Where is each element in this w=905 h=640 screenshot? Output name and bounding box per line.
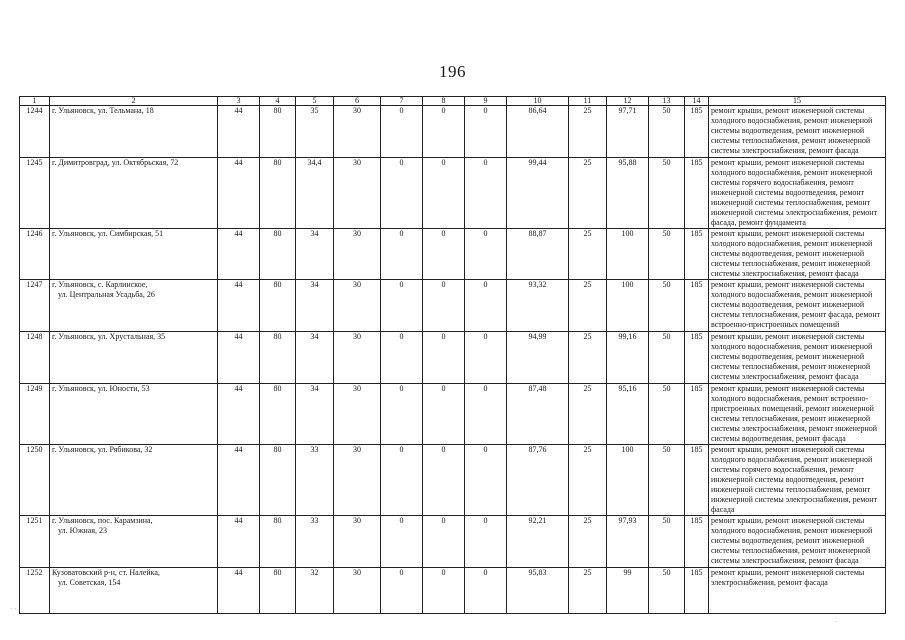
address-line: Кузоватовский р-н, ст. Налейка, bbox=[52, 568, 160, 577]
row-address bbox=[50, 516, 218, 568]
table-row bbox=[20, 568, 886, 614]
works-line: инженерной системы электроснабжения, ремонт bbox=[711, 495, 878, 504]
works-line: холодного водоснабжения, ремонт инженерной bbox=[711, 239, 873, 248]
cell-c10: 87,76 bbox=[507, 445, 569, 516]
cell-c13: 50 bbox=[649, 106, 685, 158]
column-header-9: 9 bbox=[465, 97, 507, 106]
cell-c6: 30 bbox=[334, 568, 381, 614]
cell-c6: 30 bbox=[334, 384, 381, 445]
cell-c13: 50 bbox=[649, 158, 685, 229]
works-line: системы теплоснабжения, ремонт инженерной bbox=[711, 259, 871, 268]
cell-c13: 50 bbox=[649, 516, 685, 568]
cell-c11: 25 bbox=[569, 229, 607, 280]
cell-c8: 0 bbox=[423, 106, 465, 158]
row-address bbox=[50, 280, 218, 332]
cell-c5: 34 bbox=[296, 229, 334, 280]
address-line: г. Ульяновск, ул. Тельмана, 18 bbox=[52, 106, 154, 115]
cell-c8: 0 bbox=[423, 158, 465, 229]
table-body bbox=[20, 106, 886, 614]
cell-c13: 50 bbox=[649, 332, 685, 384]
cell-c13: 50 bbox=[649, 229, 685, 280]
cell-c3: 44 bbox=[218, 280, 260, 332]
cell-c14: 185 bbox=[685, 229, 709, 280]
cell-c9: 0 bbox=[465, 568, 507, 614]
cell-c9: 0 bbox=[465, 516, 507, 568]
cell-c10: 95,83 bbox=[507, 568, 569, 614]
cell-c7: 0 bbox=[381, 445, 423, 516]
works-line: ремонт крыши, ремонт инженерной системы bbox=[711, 332, 865, 341]
cell-c14: 185 bbox=[685, 384, 709, 445]
works-line: системы электроснабжения, ремонт фасада bbox=[711, 556, 859, 565]
cell-c7: 0 bbox=[381, 568, 423, 614]
cell-c8: 0 bbox=[423, 332, 465, 384]
address-line: г. Ульяновск, пос. Карамзина, bbox=[52, 516, 153, 525]
column-header-6: 6 bbox=[334, 97, 381, 106]
row-id: 1245 bbox=[20, 158, 50, 229]
works-line: пристроенных помещений, ремонт инженерной bbox=[711, 404, 874, 413]
table-row bbox=[20, 158, 886, 229]
works-line: системы водоотведения, ремонт инженерной bbox=[711, 249, 865, 258]
cell-c10: 86,64 bbox=[507, 106, 569, 158]
works-line: холодного водоснабжения, ремонт инженерной bbox=[711, 116, 873, 125]
cell-c12: 99,16 bbox=[607, 332, 649, 384]
cell-c3: 44 bbox=[218, 158, 260, 229]
cell-c8: 0 bbox=[423, 568, 465, 614]
cell-c12: 100 bbox=[607, 280, 649, 332]
cell-c8: 0 bbox=[423, 516, 465, 568]
row-id: 1246 bbox=[20, 229, 50, 280]
cell-c12: 99 bbox=[607, 568, 649, 614]
works-line: системы электроснабжения, ремонт фасада bbox=[711, 146, 859, 155]
cell-c8: 0 bbox=[423, 280, 465, 332]
cell-c14: 185 bbox=[685, 280, 709, 332]
cell-c11: 25 bbox=[569, 332, 607, 384]
cell-c11: 25 bbox=[569, 158, 607, 229]
cell-c3: 44 bbox=[218, 568, 260, 614]
cell-c3: 44 bbox=[218, 229, 260, 280]
row-address bbox=[50, 568, 218, 614]
row-address bbox=[50, 158, 218, 229]
table-row bbox=[20, 516, 886, 568]
address-line: г. Ульяновск, ул. Рябикова, 32 bbox=[52, 445, 153, 454]
column-header-15: 15 bbox=[709, 97, 886, 106]
cell-c5: 33 bbox=[296, 445, 334, 516]
works-line: инженерной системы теплоснабжения, ремонт bbox=[711, 198, 871, 207]
cell-c13: 50 bbox=[649, 445, 685, 516]
cell-c14: 185 bbox=[685, 106, 709, 158]
cell-c12: 100 bbox=[607, 229, 649, 280]
cell-c5: 34 bbox=[296, 280, 334, 332]
works-line: фасада, ремонт фундамента bbox=[711, 218, 806, 227]
address-line: г. Ульяновск, ул. Хрустальная, 35 bbox=[52, 332, 166, 341]
cell-c4: 80 bbox=[260, 332, 296, 384]
cell-c11: 25 bbox=[569, 106, 607, 158]
works-line: системы электроснабжения, ремонт инженерной bbox=[711, 424, 878, 433]
works-line: системы теплоснабжения, ремонт инженерной bbox=[711, 414, 871, 423]
column-header-12: 12 bbox=[607, 97, 649, 106]
cell-c5: 33 bbox=[296, 516, 334, 568]
row-address bbox=[50, 229, 218, 280]
cell-c9: 0 bbox=[465, 158, 507, 229]
cell-c4: 80 bbox=[260, 516, 296, 568]
cell-c4: 80 bbox=[260, 445, 296, 516]
table-row bbox=[20, 280, 886, 332]
works-line: системы электроснабжения, ремонт фасада bbox=[711, 372, 859, 381]
cell-c12: 95,88 bbox=[607, 158, 649, 229]
row-works bbox=[709, 516, 886, 568]
cell-c7: 0 bbox=[381, 106, 423, 158]
cell-c4: 80 bbox=[260, 280, 296, 332]
cell-c6: 30 bbox=[334, 106, 381, 158]
cell-c13: 50 bbox=[649, 280, 685, 332]
table-row bbox=[20, 445, 886, 516]
address-line: г. Ульяновск, ул. Юности, 53 bbox=[52, 384, 150, 393]
address-line: г. Ульяновск, ул. Симбирская, 51 bbox=[52, 229, 164, 238]
cell-c5: 32 bbox=[296, 568, 334, 614]
table-row bbox=[20, 106, 886, 158]
works-line: холодного водоснабжения, ремонт встроенно- bbox=[711, 394, 869, 403]
cell-c5: 34 bbox=[296, 332, 334, 384]
cell-c8: 0 bbox=[423, 229, 465, 280]
cell-c6: 30 bbox=[334, 332, 381, 384]
cell-c9: 0 bbox=[465, 280, 507, 332]
works-line: ремонт крыши, ремонт инженерной системы bbox=[711, 516, 865, 525]
works-line: системы водоотведения, ремонт фасада bbox=[711, 434, 846, 443]
cell-c7: 0 bbox=[381, 158, 423, 229]
works-line: инженерной системы водоотведения, ремонт bbox=[711, 188, 865, 197]
table-row bbox=[20, 384, 886, 445]
cell-c6: 30 bbox=[334, 445, 381, 516]
cell-c10: 94,99 bbox=[507, 332, 569, 384]
cell-c8: 0 bbox=[423, 384, 465, 445]
cell-c11: 25 bbox=[569, 516, 607, 568]
cell-c6: 30 bbox=[334, 229, 381, 280]
address-line: ул. Центральная Усадьба, 26 bbox=[58, 290, 155, 299]
row-id: 1249 bbox=[20, 384, 50, 445]
cell-c6: 30 bbox=[334, 516, 381, 568]
cell-c9: 0 bbox=[465, 229, 507, 280]
scan-noise: · · bbox=[10, 605, 17, 613]
cell-c12: 97,71 bbox=[607, 106, 649, 158]
works-line: системы теплоснабжения, ремонт инженерной bbox=[711, 546, 871, 555]
cell-c14: 185 bbox=[685, 158, 709, 229]
works-line: ремонт крыши, ремонт инженерной системы bbox=[711, 445, 865, 454]
cell-c9: 0 bbox=[465, 384, 507, 445]
column-header-13: 13 bbox=[649, 97, 685, 106]
works-line: холодного водоснабжения, ремонт инженерной bbox=[711, 168, 873, 177]
table-row bbox=[20, 229, 886, 280]
works-line: холодного водоснабжения, ремонт инженерной bbox=[711, 290, 873, 299]
column-header-1: 1 bbox=[20, 97, 50, 106]
column-header-3: 3 bbox=[218, 97, 260, 106]
row-id: 1244 bbox=[20, 106, 50, 158]
cell-c5: 34 bbox=[296, 384, 334, 445]
cell-c11: 25 bbox=[569, 280, 607, 332]
works-line: ремонт крыши, ремонт инженерной системы bbox=[711, 106, 865, 115]
works-line: системы водоотведения, ремонт инженерной bbox=[711, 300, 865, 309]
cell-c7: 0 bbox=[381, 280, 423, 332]
works-line: холодного водоснабжения, ремонт инженерной bbox=[711, 342, 873, 351]
address-line: ул. Южная, 23 bbox=[58, 526, 107, 535]
cell-c9: 0 bbox=[465, 445, 507, 516]
address-line: г. Димитровград, ул. Октябрьская, 72 bbox=[52, 158, 179, 167]
works-line: системы горячего водоснабжения, ремонт bbox=[711, 178, 854, 187]
cell-c4: 80 bbox=[260, 384, 296, 445]
row-id: 1251 bbox=[20, 516, 50, 568]
cell-c7: 0 bbox=[381, 229, 423, 280]
column-header-11: 11 bbox=[569, 97, 607, 106]
cell-c5: 34,4 bbox=[296, 158, 334, 229]
cell-c3: 44 bbox=[218, 332, 260, 384]
column-header-10: 10 bbox=[507, 97, 569, 106]
row-works bbox=[709, 280, 886, 332]
cell-c10: 99,44 bbox=[507, 158, 569, 229]
works-line: системы водоотведения, ремонт инженерной bbox=[711, 536, 865, 545]
works-line: системы электроснабжения, ремонт фасада bbox=[711, 269, 859, 278]
works-line: электроснабжения, ремонт фасада bbox=[711, 578, 828, 587]
works-line: холодного водоснабжения, ремонт инженерной bbox=[711, 526, 873, 535]
cell-c12: 95,16 bbox=[607, 384, 649, 445]
cell-c12: 97,93 bbox=[607, 516, 649, 568]
column-number-row bbox=[20, 97, 886, 106]
works-line: системы горячего водоснабжения, ремонт bbox=[711, 465, 854, 474]
cell-c14: 185 bbox=[685, 445, 709, 516]
column-header-2: 2 bbox=[50, 97, 218, 106]
cell-c11: 25 bbox=[569, 445, 607, 516]
cell-c5: 35 bbox=[296, 106, 334, 158]
cell-c14: 185 bbox=[685, 568, 709, 614]
row-address bbox=[50, 384, 218, 445]
works-line: ремонт крыши, ремонт инженерной системы bbox=[711, 280, 865, 289]
cell-c7: 0 bbox=[381, 384, 423, 445]
row-works bbox=[709, 332, 886, 384]
works-line: фасада bbox=[711, 505, 735, 514]
column-header-8: 8 bbox=[423, 97, 465, 106]
row-address bbox=[50, 445, 218, 516]
column-header-4: 4 bbox=[260, 97, 296, 106]
row-works bbox=[709, 568, 886, 614]
cell-c11: 25 bbox=[569, 568, 607, 614]
works-line: системы водоотведения, ремонт инженерной bbox=[711, 352, 865, 361]
works-line: ремонт крыши, ремонт инженерной системы bbox=[711, 384, 865, 393]
row-id: 1252 bbox=[20, 568, 50, 614]
row-works bbox=[709, 106, 886, 158]
works-line: инженерной системы водоотведения, ремонт bbox=[711, 475, 865, 484]
cell-c9: 0 bbox=[465, 106, 507, 158]
column-header-5: 5 bbox=[296, 97, 334, 106]
cell-c6: 30 bbox=[334, 158, 381, 229]
works-line: ремонт крыши, ремонт инженерной системы bbox=[711, 158, 865, 167]
works-line: инженерной системы электроснабжения, ремонт bbox=[711, 208, 878, 217]
cell-c9: 0 bbox=[465, 332, 507, 384]
page-number: 196 bbox=[439, 62, 466, 81]
row-id: 1250 bbox=[20, 445, 50, 516]
table-row bbox=[20, 332, 886, 384]
cell-c3: 44 bbox=[218, 384, 260, 445]
works-line: ремонт крыши, ремонт инженерной системы bbox=[711, 568, 865, 577]
cell-c4: 80 bbox=[260, 106, 296, 158]
cell-c13: 50 bbox=[649, 568, 685, 614]
column-header-7: 7 bbox=[381, 97, 423, 106]
cell-c3: 44 bbox=[218, 445, 260, 516]
cell-c4: 80 bbox=[260, 568, 296, 614]
cell-c6: 30 bbox=[334, 280, 381, 332]
column-header-14: 14 bbox=[685, 97, 709, 106]
cell-c10: 87,48 bbox=[507, 384, 569, 445]
row-works bbox=[709, 229, 886, 280]
cell-c10: 92,21 bbox=[507, 516, 569, 568]
works-line: встроенно-пристроенных помещений bbox=[711, 320, 840, 329]
works-line: инженерной системы теплоснабжения, ремонт bbox=[711, 485, 871, 494]
address-line: г. Ульяновск, с. Карлинское, bbox=[52, 280, 148, 289]
cell-c11: 25 bbox=[569, 384, 607, 445]
address-line: ул. Советская, 154 bbox=[58, 578, 121, 587]
cell-c10: 88,87 bbox=[507, 229, 569, 280]
row-address bbox=[50, 332, 218, 384]
cell-c3: 44 bbox=[218, 106, 260, 158]
row-works bbox=[709, 158, 886, 229]
works-line: ремонт крыши, ремонт инженерной системы bbox=[711, 229, 865, 238]
works-line: системы теплоснабжения, ремонт инженерной bbox=[711, 136, 871, 145]
works-line: системы водоотведения, ремонт инженерной bbox=[711, 126, 865, 135]
cell-c7: 0 bbox=[381, 516, 423, 568]
row-works bbox=[709, 384, 886, 445]
works-line: холодного водоснабжения, ремонт инженерной bbox=[711, 455, 873, 464]
cell-c14: 185 bbox=[685, 332, 709, 384]
scan-noise: · bbox=[835, 618, 838, 626]
row-id: 1247 bbox=[20, 280, 50, 332]
cell-c4: 80 bbox=[260, 158, 296, 229]
cell-c10: 93,32 bbox=[507, 280, 569, 332]
row-id: 1248 bbox=[20, 332, 50, 384]
row-works bbox=[709, 445, 886, 516]
cell-c4: 80 bbox=[260, 229, 296, 280]
cell-c14: 185 bbox=[685, 516, 709, 568]
cell-c8: 0 bbox=[423, 445, 465, 516]
works-line: системы теплоснабжения, ремонт фасада, ремонт bbox=[711, 310, 881, 319]
cell-c7: 0 bbox=[381, 332, 423, 384]
registry-table bbox=[19, 96, 886, 614]
cell-c3: 44 bbox=[218, 516, 260, 568]
row-address bbox=[50, 106, 218, 158]
works-line: системы теплоснабжения, ремонт инженерной bbox=[711, 362, 871, 371]
cell-c13: 50 bbox=[649, 384, 685, 445]
cell-c12: 100 bbox=[607, 445, 649, 516]
